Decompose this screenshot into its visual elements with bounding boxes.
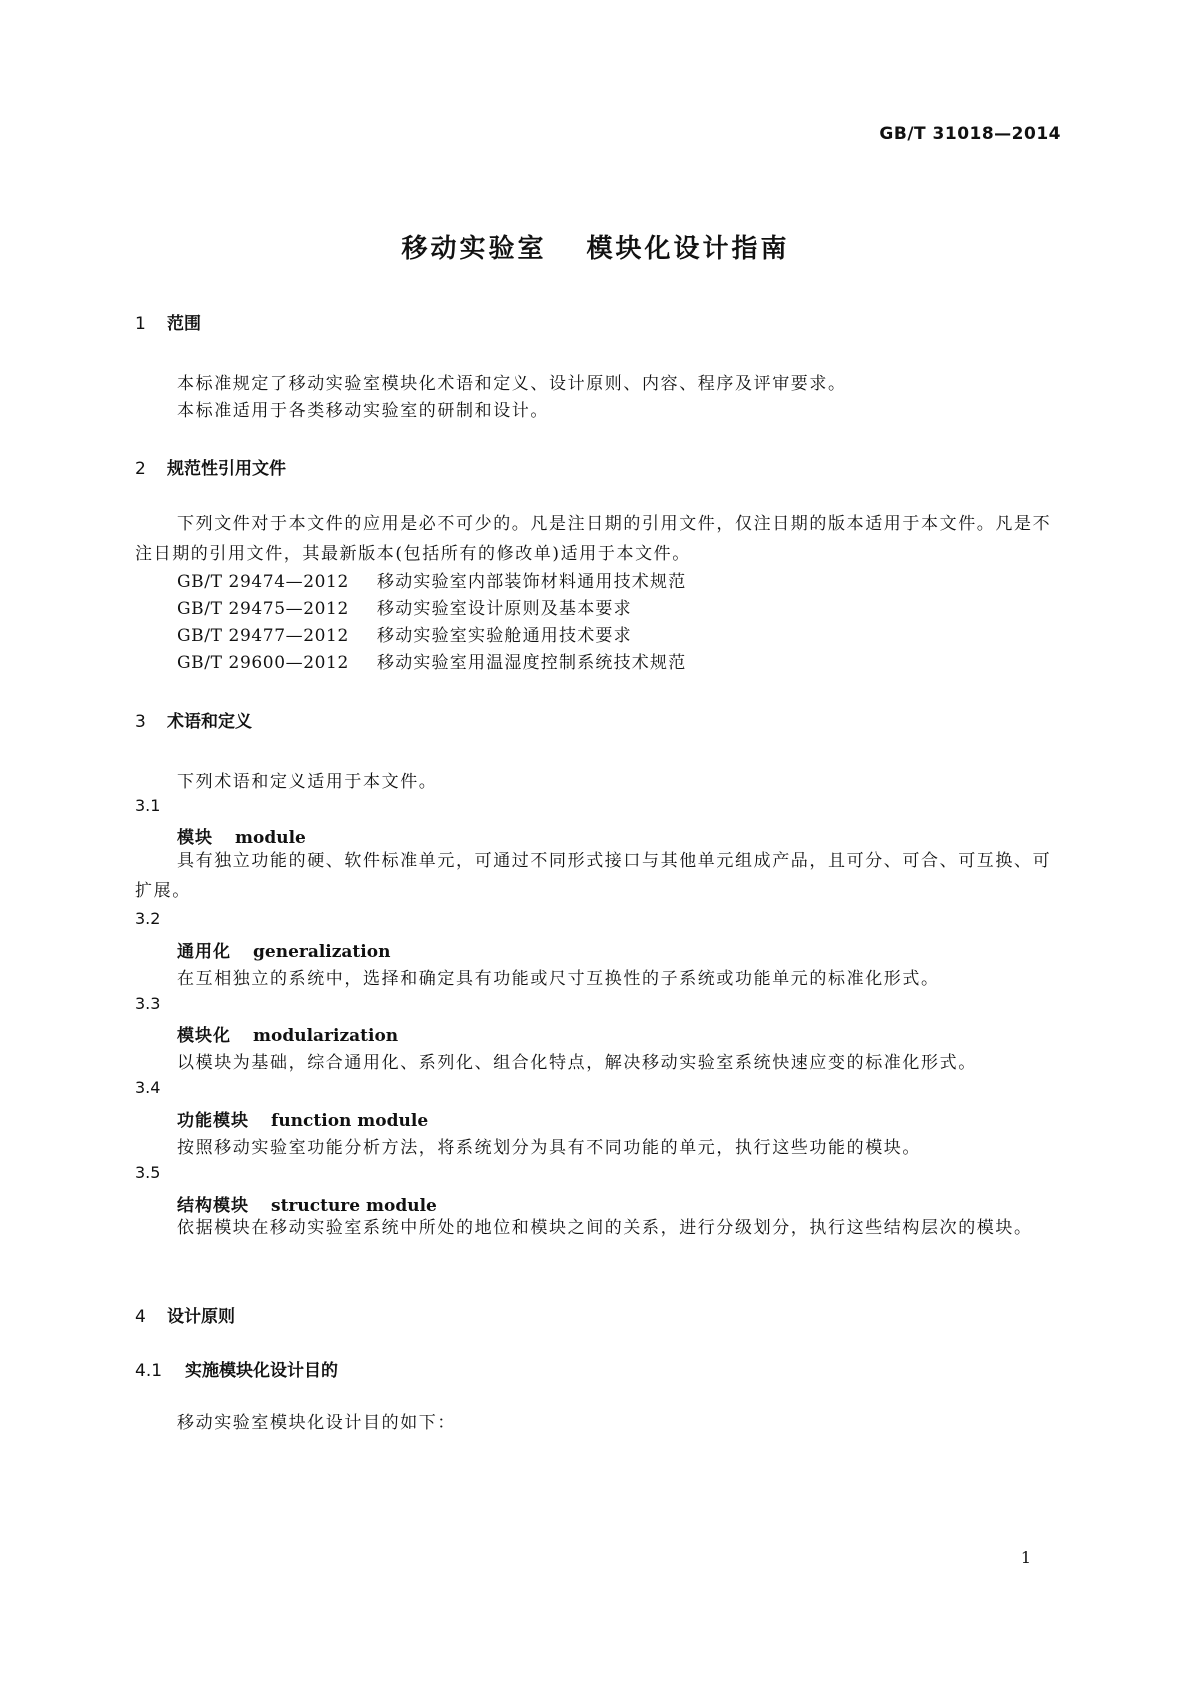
term-number: 3.4 <box>135 1078 161 1097</box>
section-2-number: 2 <box>135 459 146 479</box>
section-4-number: 4 <box>135 1307 146 1327</box>
term-definition: 以模块为基础，综合通用化、系列化、组合化特点，解决移动实验室系统快速应变的标准化形式。 <box>177 1053 977 1073</box>
section-1-paragraph-1: 本标准规定了移动实验室模块化术语和定义、设计原则、内容、程序及评审要求。 <box>177 374 847 394</box>
section-1-title: 范围 <box>167 314 201 334</box>
page-number: 1 <box>1020 1548 1031 1567</box>
section-4-1-title: 实施模块化设计目的 <box>185 1361 338 1381</box>
term-zh: 功能模块 <box>177 1111 249 1131</box>
term-number: 3.2 <box>135 909 161 928</box>
section-2-title: 规范性引用文件 <box>167 459 286 479</box>
term-en: generalization <box>253 942 391 962</box>
term-number: 3.3 <box>135 994 161 1013</box>
section-2-intro: 下列文件对于本文件的应用是必不可少的。凡是注日期的引用文件，仅注日期的版本适用于本文件。凡是不注日期的引用文件，其最新版本(包括所有的修改单)适用于本文件。 <box>135 514 1052 564</box>
term-zh: 模块化 <box>177 1026 231 1046</box>
term-heading <box>177 1021 398 1046</box>
term-zh: 通用化 <box>177 942 231 962</box>
section-4-1-heading <box>135 1356 338 1381</box>
term-en: modularization <box>253 1026 399 1046</box>
section-4-1-number: 4.1 <box>135 1361 163 1381</box>
title-part1: 移动实验室 <box>401 234 547 264</box>
reference-code: GB/T 29477—2012 <box>177 626 349 646</box>
section-3-heading <box>135 707 252 732</box>
section-4-heading <box>135 1302 235 1327</box>
term-heading <box>177 1106 428 1131</box>
page-title <box>0 228 1191 265</box>
term-definition: 按照移动实验室功能分析方法，将系统划分为具有不同功能的单元，执行这些功能的模块。 <box>177 1138 921 1158</box>
section-3-title: 术语和定义 <box>167 712 252 732</box>
term-definition: 在互相独立的系统中，选择和确定具有功能或尺寸互换性的子系统或功能单元的标准化形式。 <box>177 969 940 989</box>
section-4-1-paragraph: 移动实验室模块化设计目的如下： <box>177 1413 456 1433</box>
reference-code: GB/T 29600—2012 <box>177 653 349 673</box>
term-definition: 具有独立功能的硬、软件标准单元，可通过不同形式接口与其他单元组成产品，且可分、可合、可互换、可扩展。 <box>135 851 1052 901</box>
section-2-heading <box>135 454 286 479</box>
standard-number: GB/T 31018—2014 <box>879 124 1061 144</box>
reference-item <box>177 621 632 646</box>
reference-item <box>177 648 686 673</box>
term-heading <box>177 823 306 848</box>
term-number: 3.1 <box>135 796 161 815</box>
section-1-heading <box>135 309 201 334</box>
section-3-number: 3 <box>135 712 146 732</box>
section-4-title: 设计原则 <box>167 1307 235 1327</box>
section-3-intro: 下列术语和定义适用于本文件。 <box>177 772 438 792</box>
reference-title: 移动实验室实验舱通用技术要求 <box>377 626 632 646</box>
term-zh: 结构模块 <box>177 1196 249 1216</box>
reference-title: 移动实验室内部装饰材料通用技术规范 <box>377 572 687 592</box>
term-number: 3.5 <box>135 1163 161 1182</box>
reference-item <box>177 594 632 619</box>
term-heading <box>177 937 390 962</box>
term-en: structure module <box>271 1196 437 1216</box>
title-part2: 模块化设计指南 <box>586 234 790 264</box>
reference-item <box>177 567 686 592</box>
term-definition: 依据模块在移动实验室系统中所处的地位和模块之间的关系，进行分级划分，执行这些结构层次的模块。 <box>177 1218 1033 1238</box>
reference-title: 移动实验室设计原则及基本要求 <box>377 599 632 619</box>
term-en: function module <box>271 1111 429 1131</box>
reference-code: GB/T 29474—2012 <box>177 572 349 592</box>
reference-code: GB/T 29475—2012 <box>177 599 349 619</box>
term-zh: 模块 <box>177 828 213 848</box>
section-1-paragraph-2: 本标准适用于各类移动实验室的研制和设计。 <box>177 401 549 421</box>
term-en: module <box>235 828 306 848</box>
reference-title: 移动实验室用温湿度控制系统技术规范 <box>377 653 687 673</box>
section-1-number: 1 <box>135 314 146 334</box>
